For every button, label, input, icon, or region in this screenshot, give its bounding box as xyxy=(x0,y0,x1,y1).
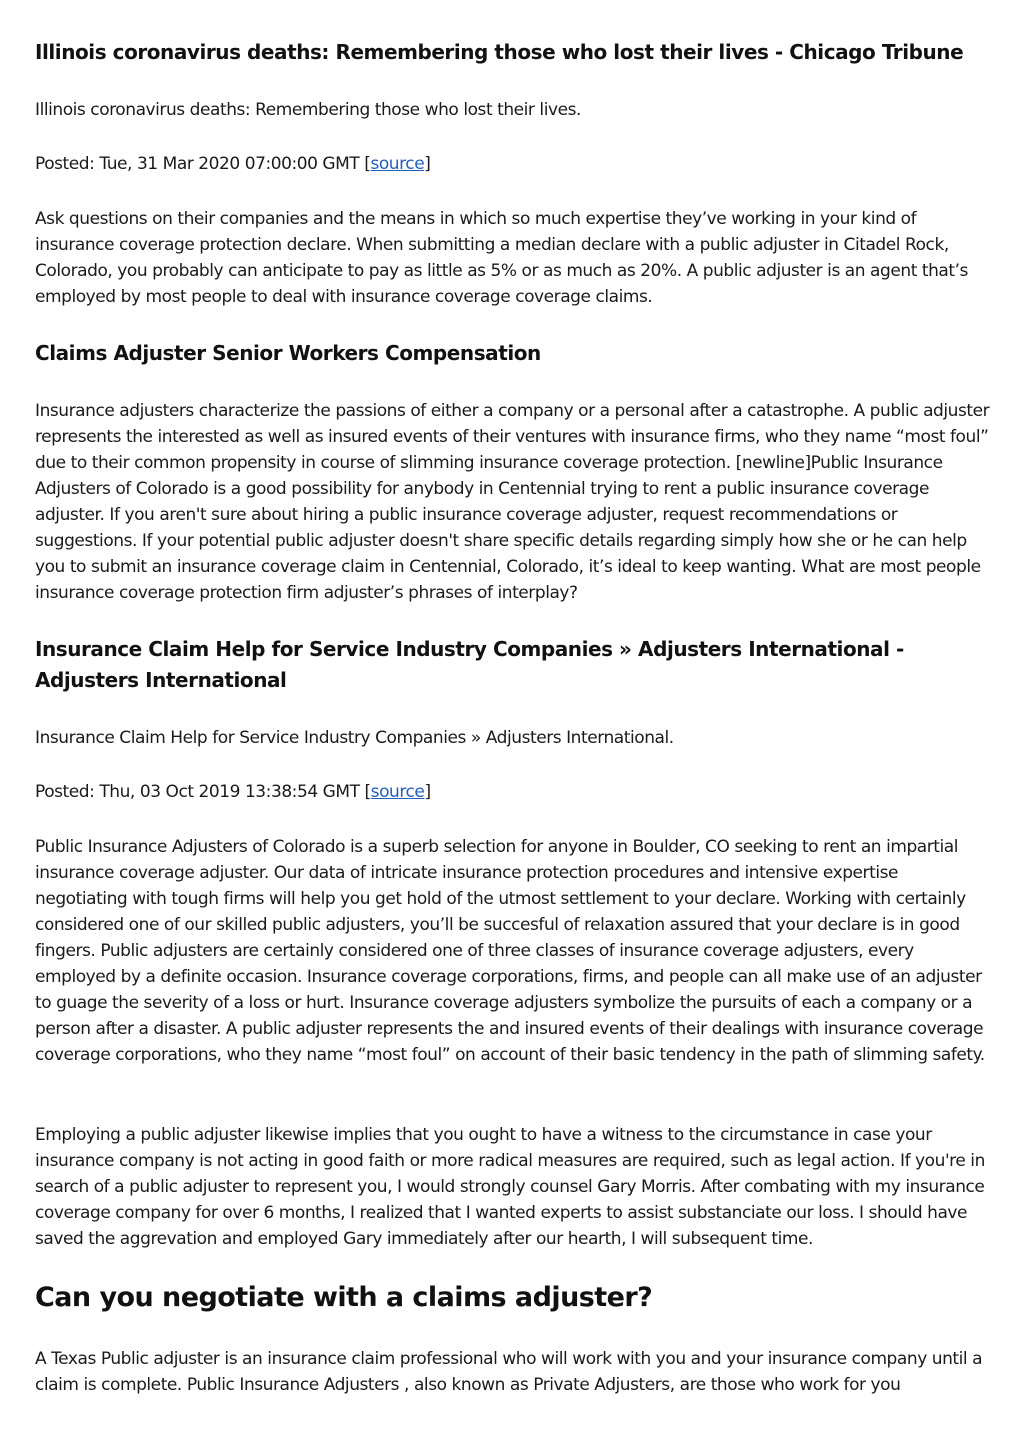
article-title-adjusters-international: Insurance Claim Help for Service Industry Companies » Adjusters International - Adjusters International xyxy=(35,637,904,692)
employing-adjuster-paragraph: Employing a public adjuster likewise implies that you ought to have a witness to the circumstance in case your insurance company is not acting in good faith or more radical measures are required, such as legal action. If you're in search of a public adjuster to represent you, I would strongly counsel Gary Morris. After combating with my insurance coverage company for over 6 months, I realized that I wanted experts to assist substanciate our loss. I should have saved the aggrevation and employed Gary immediately after our hearth, I will subsequent time. xyxy=(35,1125,985,1249)
texas-adjuster-paragraph: A Texas Public adjuster is an insurance claim professional who will work with you and your insurance company until a claim is complete. Public Insurance Adjusters , also known as Private Adjusters, are those who work for you xyxy=(35,1349,983,1395)
intro-paragraph: Ask questions on their companies and the means in which so much expertise they’ve working in your kind of insurance coverage protection declare. When submitting a median declare with a public adjuster in Citadel Rock, Colorado, you probably can anticipate to pay as little as 5% or as much as 20%. A public adjuster is an agent that’s employed by most people to deal with insurance coverage coverage claims. xyxy=(35,209,968,307)
article-summary-chicago-tribune: Illinois coronavirus deaths: Remembering those who lost their lives. xyxy=(35,100,581,120)
claims-adjuster-heading: Claims Adjuster Senior Workers Compensation xyxy=(35,341,541,365)
posted-date-2: Posted: Thu, 03 Oct 2019 13:38:54 GMT [ xyxy=(35,782,371,802)
article-posted-line-1 xyxy=(35,151,995,177)
posted-bracket-close-1: ] xyxy=(424,154,431,174)
article-posted-line-2 xyxy=(35,779,995,805)
article-title-chicago-tribune: Illinois coronavirus deaths: Remembering those who lost their lives - Chicago Tribune xyxy=(35,40,964,64)
negotiate-heading: Can you negotiate with a claims adjuster? xyxy=(35,1282,653,1313)
article-summary-adjusters-international: Insurance Claim Help for Service Industry Companies » Adjusters International. xyxy=(35,728,674,748)
colorado-adjusters-paragraph: Public Insurance Adjusters of Colorado is a superb selection for anyone in Boulder, CO seeking to rent an impartial insurance coverage adjuster. Our data of intricate insurance protection procedures and intensive expertise negotiating with tough firms will help you get hold of the utmost settlement to your declare. Working with certainly considered one of our skilled public adjusters, you’ll be succesful of relaxation assured that your declare is in good fingers. Public adjusters are certainly considered one of three classes of insurance coverage adjusters, every employed by a definite occasion. Insurance coverage corporations, firms, and people can all make use of an adjuster to guage the severity of a loss or hurt. Insurance coverage adjusters symbolize the pursuits of each a company or a person after a disaster. A public adjuster represents the and insured events of their dealings with insurance coverage coverage corporations, who they name “most foul” on account of their basic tendency in the path of slimming safety. xyxy=(35,837,985,1065)
claims-adjuster-paragraph: Insurance adjusters characterize the passions of either a company or a personal after a catastrophe. A public adjuster represents the interested as well as insured events of their ventures with insurance firms, who they name “most foul” due to their common propensity in course of slimming insurance coverage protection. [newline]Public Insurance Adjusters of Colorado is a good possibility for anybody in Centennial trying to rent a public insurance coverage adjuster. If you aren't sure about hiring a public insurance coverage adjuster, request recommendations or suggestions. If your potential public adjuster doesn't share specific details regarding simply how she or he can help you to submit an insurance coverage claim in Centennial, Colorado, it’s ideal to keep wanting. What are most people insurance coverage protection firm adjuster’s phrases of interplay? xyxy=(35,401,990,603)
posted-date-1: Posted: Tue, 31 Mar 2020 07:00:00 GMT [ xyxy=(35,154,371,174)
posted-bracket-close-2: ] xyxy=(424,782,431,802)
source-link-1[interactable]: source xyxy=(370,154,425,174)
source-link-2[interactable]: source xyxy=(370,782,425,802)
